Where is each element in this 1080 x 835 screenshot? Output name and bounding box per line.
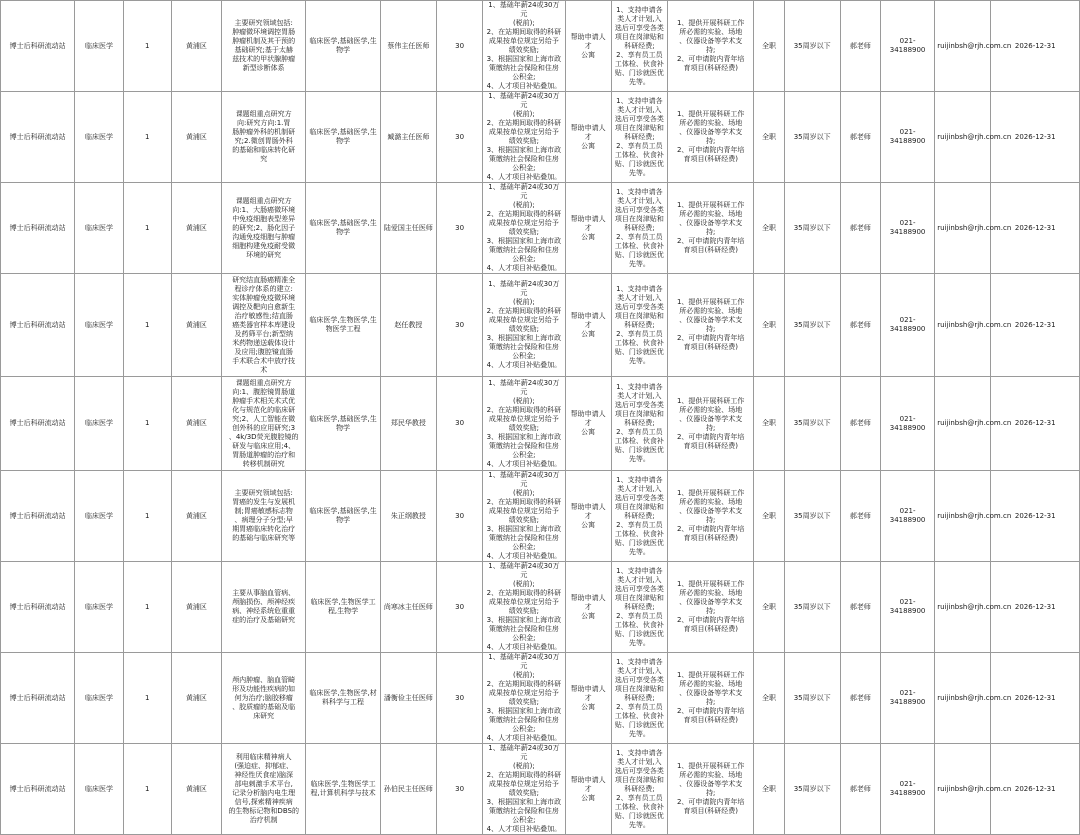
age-cell: 35周岁以下: [784, 653, 840, 744]
background-cell: 临床医学,生物医学工程,生物学: [306, 562, 380, 653]
supervisor-cell: 尚寒冰主任医师: [380, 562, 436, 653]
deadline-cell: 2026-12-31: [991, 183, 1080, 274]
deadline-cell: 2026-12-31: [991, 562, 1080, 653]
contact-cell: 郝老师: [840, 377, 880, 471]
age-limit-cell: 30: [436, 274, 482, 377]
background-cell: 临床医学,基础医学,生物学: [306, 471, 380, 562]
direction-cell: 课题组重点研究方 向:1、腹腔镜胃肠道 肿瘤手术相关术式优 化与规范化的临床研 究;2、人工智能在微 创外科的应用研究;3 、4k/3D荧光腹腔镜的 研发与临床应用;4、 胃肠道肿瘤的治疗和 转移机制研究: [222, 377, 306, 471]
supervisor-cell: 郑民华教授: [380, 377, 436, 471]
campus-cell: 黄浦区: [171, 377, 221, 471]
type-cell: 全职: [754, 183, 784, 274]
research-cell: 1、提供开展科研工作 所必需的实验、场地 、仪器设备等学术支 持; 2、可申请院内青年培 育项目(科研经费): [668, 562, 754, 653]
age-cell: 35周岁以下: [784, 183, 840, 274]
age-cell: 35周岁以下: [784, 377, 840, 471]
direction-cell: 利用临床精神病人 (强迫症、抑郁症、 神经性厌食症)脑深 部电刺激手术平台, 记录分析脑内电生理 信号,探索精神疾病 的生物标记物和DBS的 治疗机制: [222, 744, 306, 835]
supervisor-cell: 孙伯民主任医师: [380, 744, 436, 835]
supervisor-cell: 赵任教授: [380, 274, 436, 377]
phone-cell: 021-34188900: [880, 471, 934, 562]
station-cell: 博士后科研流动站: [1, 92, 75, 183]
count-cell: 1: [123, 377, 171, 471]
salary-cell: 1、基础年薪24或30万元 (税前); 2、在站期间取得的科研 成果按单位规定另给予 绩效奖励; 3、根据国家和上海市政 策缴纳社会保险和住房 公积金; 4、人才项目补贴叠加。: [483, 562, 565, 653]
age-limit-cell: 30: [436, 183, 482, 274]
phone-cell: 021-34188900: [880, 377, 934, 471]
housing-cell: 帮助申请人才 公寓: [565, 377, 611, 471]
table-row: [1, 1, 1080, 92]
email-cell[interactable]: ruijinbsh@rjh.com.cn: [935, 653, 991, 744]
phone-cell: 021-34188900: [880, 1, 934, 92]
direction-cell: 颅内肿瘤、脑血管畸 形及功能性疾病的如 何为治疗;脑胶移瘤 、胶质瘤的基础及临 床研究: [222, 653, 306, 744]
station-cell: 博士后科研流动站: [1, 1, 75, 92]
supervisor-cell: 陆爱国主任医师: [380, 183, 436, 274]
station-cell: 博士后科研流动站: [1, 183, 75, 274]
discipline-cell: 临床医学: [75, 274, 123, 377]
station-cell: 博士后科研流动站: [1, 653, 75, 744]
station-cell: 博士后科研流动站: [1, 377, 75, 471]
station-cell: 博士后科研流动站: [1, 471, 75, 562]
training-cell: 1、支持申请各 类人才计划,入 选后可享受各类 项目在岗津贴和 科研经费; 2、享有员工员 工体检、伙食补 贴、门诊就医优 先等。: [611, 183, 667, 274]
housing-cell: 帮助申请人才 公寓: [565, 562, 611, 653]
campus-cell: 黄浦区: [171, 274, 221, 377]
salary-cell: 1、基础年薪24或30万元 (税前); 2、在站期间取得的科研 成果按单位规定另给予 绩效奖励; 3、根据国家和上海市政 策缴纳社会保险和住房 公积金; 4、人才项目补贴叠加。: [483, 744, 565, 835]
count-cell: 1: [123, 744, 171, 835]
phone-cell: 021-34188900: [880, 744, 934, 835]
phone-cell: 021-34188900: [880, 183, 934, 274]
supervisor-cell: 潘衡俭主任医师: [380, 653, 436, 744]
housing-cell: 帮助申请人才 公寓: [565, 183, 611, 274]
deadline-cell: 2026-12-31: [991, 471, 1080, 562]
discipline-cell: 临床医学: [75, 744, 123, 835]
station-cell: 博士后科研流动站: [1, 274, 75, 377]
type-cell: 全职: [754, 92, 784, 183]
age-limit-cell: 30: [436, 562, 482, 653]
salary-cell: 1、基础年薪24或30万元 (税前); 2、在站期间取得的科研 成果按单位规定另给予 绩效奖励; 3、根据国家和上海市政 策缴纳社会保险和住房 公积金; 4、人才项目补贴叠加。: [483, 183, 565, 274]
email-cell[interactable]: ruijinbsh@rjh.com.cn: [935, 1, 991, 92]
research-cell: 1、提供开展科研工作 所必需的实验、场地 、仪器设备等学术支 持; 2、可申请院内青年培 育项目(科研经费): [668, 183, 754, 274]
phone-cell: 021-34188900: [880, 92, 934, 183]
email-cell[interactable]: ruijinbsh@rjh.com.cn: [935, 183, 991, 274]
phone-cell: 021-34188900: [880, 274, 934, 377]
discipline-cell: 临床医学: [75, 471, 123, 562]
table-row: [1, 183, 1080, 274]
supervisor-cell: 蔡伟主任医师: [380, 1, 436, 92]
station-cell: 博士后科研流动站: [1, 744, 75, 835]
supervisor-cell: 臧潞主任医师: [380, 92, 436, 183]
direction-cell: 主要研究领域包括: 肿瘤微环境调控胃肠 肿瘤机制及其干预的 基础研究;基于太赫 兹技术的甲状腺肿瘤 新型诊断体系: [222, 1, 306, 92]
email-cell[interactable]: ruijinbsh@rjh.com.cn: [935, 92, 991, 183]
research-cell: 1、提供开展科研工作 所必需的实验、场地 、仪器设备等学术支 持; 2、可申请院内青年培 育项目(科研经费): [668, 1, 754, 92]
count-cell: 1: [123, 1, 171, 92]
direction-cell: 主要研究领域包括: 胃癌的发生与发展机 制;胃癌敏感标志物 、病理分子分型;早 期胃癌临床转化治疗 的基础与临床研究等: [222, 471, 306, 562]
table-row: [1, 274, 1080, 377]
discipline-cell: 临床医学: [75, 183, 123, 274]
contact-cell: 郝老师: [840, 653, 880, 744]
training-cell: 1、支持申请各 类人才计划,入 选后可享受各类 项目在岗津贴和 科研经费; 2、享有员工员 工体检、伙食补 贴、门诊就医优 先等。: [611, 744, 667, 835]
contact-cell: 郝老师: [840, 471, 880, 562]
phone-cell: 021-34188900: [880, 562, 934, 653]
email-cell[interactable]: ruijinbsh@rjh.com.cn: [935, 377, 991, 471]
training-cell: 1、支持申请各 类人才计划,入 选后可享受各类 项目在岗津贴和 科研经费; 2、享有员工员 工体检、伙食补 贴、门诊就医优 先等。: [611, 377, 667, 471]
campus-cell: 黄浦区: [171, 1, 221, 92]
background-cell: 临床医学,生物医学,材料科学与工程: [306, 653, 380, 744]
count-cell: 1: [123, 92, 171, 183]
table-row: [1, 744, 1080, 835]
table-row: [1, 92, 1080, 183]
salary-cell: 1、基础年薪24或30万元 (税前); 2、在站期间取得的科研 成果按单位规定另给予 绩效奖励; 3、根据国家和上海市政 策缴纳社会保险和住房 公积金; 4、人才项目补贴叠加。: [483, 274, 565, 377]
training-cell: 1、支持申请各 类人才计划,入 选后可享受各类 项目在岗津贴和 科研经费; 2、享有员工员 工体检、伙食补 贴、门诊就医优 先等。: [611, 1, 667, 92]
deadline-cell: 2026-12-31: [991, 377, 1080, 471]
background-cell: 临床医学,基础医学,生物学: [306, 1, 380, 92]
email-cell[interactable]: ruijinbsh@rjh.com.cn: [935, 471, 991, 562]
salary-cell: 1、基础年薪24或30万元 (税前); 2、在站期间取得的科研 成果按单位规定另给予 绩效奖励; 3、根据国家和上海市政 策缴纳社会保险和住房 公积金; 4、人才项目补贴叠加。: [483, 653, 565, 744]
email-cell[interactable]: ruijinbsh@rjh.com.cn: [935, 744, 991, 835]
type-cell: 全职: [754, 377, 784, 471]
deadline-cell: 2026-12-31: [991, 653, 1080, 744]
housing-cell: 帮助申请人才 公寓: [565, 653, 611, 744]
age-cell: 35周岁以下: [784, 471, 840, 562]
background-cell: 临床医学,基础医学,生物学: [306, 377, 380, 471]
salary-cell: 1、基础年薪24或30万元 (税前); 2、在站期间取得的科研 成果按单位规定另给予 绩效奖励; 3、根据国家和上海市政 策缴纳社会保险和住房 公积金; 4、人才项目补贴叠加。: [483, 92, 565, 183]
age-limit-cell: 30: [436, 377, 482, 471]
research-cell: 1、提供开展科研工作 所必需的实验、场地 、仪器设备等学术支 持; 2、可申请院内青年培 育项目(科研经费): [668, 274, 754, 377]
research-cell: 1、提供开展科研工作 所必需的实验、场地 、仪器设备等学术支 持; 2、可申请院内青年培 育项目(科研经费): [668, 744, 754, 835]
direction-cell: 课题组重点研究方 向:研究方向:1.胃 肠肿瘤外科的机制研 究;2.微创胃肠外科 的基础和临床转化研 究: [222, 92, 306, 183]
discipline-cell: 临床医学: [75, 377, 123, 471]
supervisor-cell: 朱正纲教授: [380, 471, 436, 562]
campus-cell: 黄浦区: [171, 744, 221, 835]
age-limit-cell: 30: [436, 471, 482, 562]
research-cell: 1、提供开展科研工作 所必需的实验、场地 、仪器设备等学术支 持; 2、可申请院内青年培 育项目(科研经费): [668, 92, 754, 183]
salary-cell: 1、基础年薪24或30万元 (税前); 2、在站期间取得的科研 成果按单位规定另给予 绩效奖励; 3、根据国家和上海市政 策缴纳社会保险和住房 公积金; 4、人才项目补贴叠加。: [483, 377, 565, 471]
age-cell: 35周岁以下: [784, 274, 840, 377]
age-limit-cell: 30: [436, 744, 482, 835]
table-row: [1, 377, 1080, 471]
training-cell: 1、支持申请各 类人才计划,入 选后可享受各类 项目在岗津贴和 科研经费; 2、享有员工员 工体检、伙食补 贴、门诊就医优 先等。: [611, 562, 667, 653]
email-cell[interactable]: ruijinbsh@rjh.com.cn: [935, 274, 991, 377]
housing-cell: 帮助申请人才 公寓: [565, 92, 611, 183]
type-cell: 全职: [754, 562, 784, 653]
type-cell: 全职: [754, 471, 784, 562]
training-cell: 1、支持申请各 类人才计划,入 选后可享受各类 项目在岗津贴和 科研经费; 2、享有员工员 工体检、伙食补 贴、门诊就医优 先等。: [611, 471, 667, 562]
contact-cell: 郝老师: [840, 562, 880, 653]
campus-cell: 黄浦区: [171, 183, 221, 274]
housing-cell: 帮助申请人才 公寓: [565, 744, 611, 835]
age-cell: 35周岁以下: [784, 744, 840, 835]
age-limit-cell: 30: [436, 653, 482, 744]
research-cell: 1、提供开展科研工作 所必需的实验、场地 、仪器设备等学术支 持; 2、可申请院内青年培 育项目(科研经费): [668, 653, 754, 744]
direction-cell: 研究结直肠癌精准全 程诊疗体系的建立: 实体肿瘤免疫微环境 调控及靶向自愈新生 治疗敏感性;结直肠 癌类器官样本库建设 及药筛平台;新型纳 米药物递送载体设计 及应用;腹腔镜直肠 手术联合术中放疗技 术: [222, 274, 306, 377]
training-cell: 1、支持申请各 类人才计划,入 选后可享受各类 项目在岗津贴和 科研经费; 2、享有员工员 工体检、伙食补 贴、门诊就医优 先等。: [611, 653, 667, 744]
contact-cell: 郝老师: [840, 274, 880, 377]
count-cell: 1: [123, 653, 171, 744]
research-cell: 1、提供开展科研工作 所必需的实验、场地 、仪器设备等学术支 持; 2、可申请院内青年培 育项目(科研经费): [668, 471, 754, 562]
campus-cell: 黄浦区: [171, 653, 221, 744]
count-cell: 1: [123, 471, 171, 562]
table-row: [1, 653, 1080, 744]
age-limit-cell: 30: [436, 92, 482, 183]
salary-cell: 1、基础年薪24或30万元 (税前); 2、在站期间取得的科研 成果按单位规定另给予 绩效奖励; 3、根据国家和上海市政 策缴纳社会保险和住房 公积金; 4、人才项目补贴叠加。: [483, 1, 565, 92]
table-row: [1, 562, 1080, 653]
age-limit-cell: 30: [436, 1, 482, 92]
housing-cell: 帮助申请人才 公寓: [565, 471, 611, 562]
salary-cell: 1、基础年薪24或30万元 (税前); 2、在站期间取得的科研 成果按单位规定另给予 绩效奖励; 3、根据国家和上海市政 策缴纳社会保险和住房 公积金; 4、人才项目补贴叠加。: [483, 471, 565, 562]
contact-cell: 郝老师: [840, 183, 880, 274]
deadline-cell: 2026-12-31: [991, 92, 1080, 183]
contact-cell: 郝老师: [840, 1, 880, 92]
type-cell: 全职: [754, 744, 784, 835]
contact-cell: 郝老师: [840, 744, 880, 835]
discipline-cell: 临床医学: [75, 562, 123, 653]
email-cell[interactable]: ruijinbsh@rjh.com.cn: [935, 562, 991, 653]
campus-cell: 黄浦区: [171, 471, 221, 562]
type-cell: 全职: [754, 274, 784, 377]
count-cell: 1: [123, 562, 171, 653]
station-cell: 博士后科研流动站: [1, 562, 75, 653]
age-cell: 35周岁以下: [784, 92, 840, 183]
housing-cell: 帮助申请人才 公寓: [565, 274, 611, 377]
deadline-cell: 2026-12-31: [991, 744, 1080, 835]
training-cell: 1、支持申请各 类人才计划,入 选后可享受各类 项目在岗津贴和 科研经费; 2、享有员工员 工体检、伙食补 贴、门诊就医优 先等。: [611, 274, 667, 377]
background-cell: 临床医学,基础医学,生物学: [306, 183, 380, 274]
deadline-cell: 2026-12-31: [991, 1, 1080, 92]
background-cell: 临床医学,基础医学,生物学: [306, 92, 380, 183]
contact-cell: 郝老师: [840, 92, 880, 183]
count-cell: 1: [123, 274, 171, 377]
type-cell: 全职: [754, 1, 784, 92]
direction-cell: 主要从事脑血管病、 颅脑损伤、颅神经疾 病、神经系统危重重 症的治疗及基础研究: [222, 562, 306, 653]
direction-cell: 课题组重点研究方 向:1、大肠癌微环境 中免疫细胞表型差异 的研究;2、肠化因子 沟通免疫细胞与肿瘤 细胞构建免疫耐受微 环境的研究: [222, 183, 306, 274]
training-cell: 1、支持申请各 类人才计划,入 选后可享受各类 项目在岗津贴和 科研经费; 2、享有员工员 工体检、伙食补 贴、门诊就医优 先等。: [611, 92, 667, 183]
discipline-cell: 临床医学: [75, 653, 123, 744]
background-cell: 临床医学,生物医学,生物医学工程: [306, 274, 380, 377]
deadline-cell: 2026-12-31: [991, 274, 1080, 377]
table-row: [1, 471, 1080, 562]
campus-cell: 黄浦区: [171, 562, 221, 653]
housing-cell: 帮助申请人才 公寓: [565, 1, 611, 92]
research-cell: 1、提供开展科研工作 所必需的实验、场地 、仪器设备等学术支 持; 2、可申请院内青年培 育项目(科研经费): [668, 377, 754, 471]
age-cell: 35周岁以下: [784, 1, 840, 92]
type-cell: 全职: [754, 653, 784, 744]
phone-cell: 021-34188900: [880, 653, 934, 744]
age-cell: 35周岁以下: [784, 562, 840, 653]
background-cell: 临床医学,生物医学工程,计算机科学与技术: [306, 744, 380, 835]
discipline-cell: 临床医学: [75, 92, 123, 183]
campus-cell: 黄浦区: [171, 92, 221, 183]
count-cell: 1: [123, 183, 171, 274]
discipline-cell: 临床医学: [75, 1, 123, 92]
